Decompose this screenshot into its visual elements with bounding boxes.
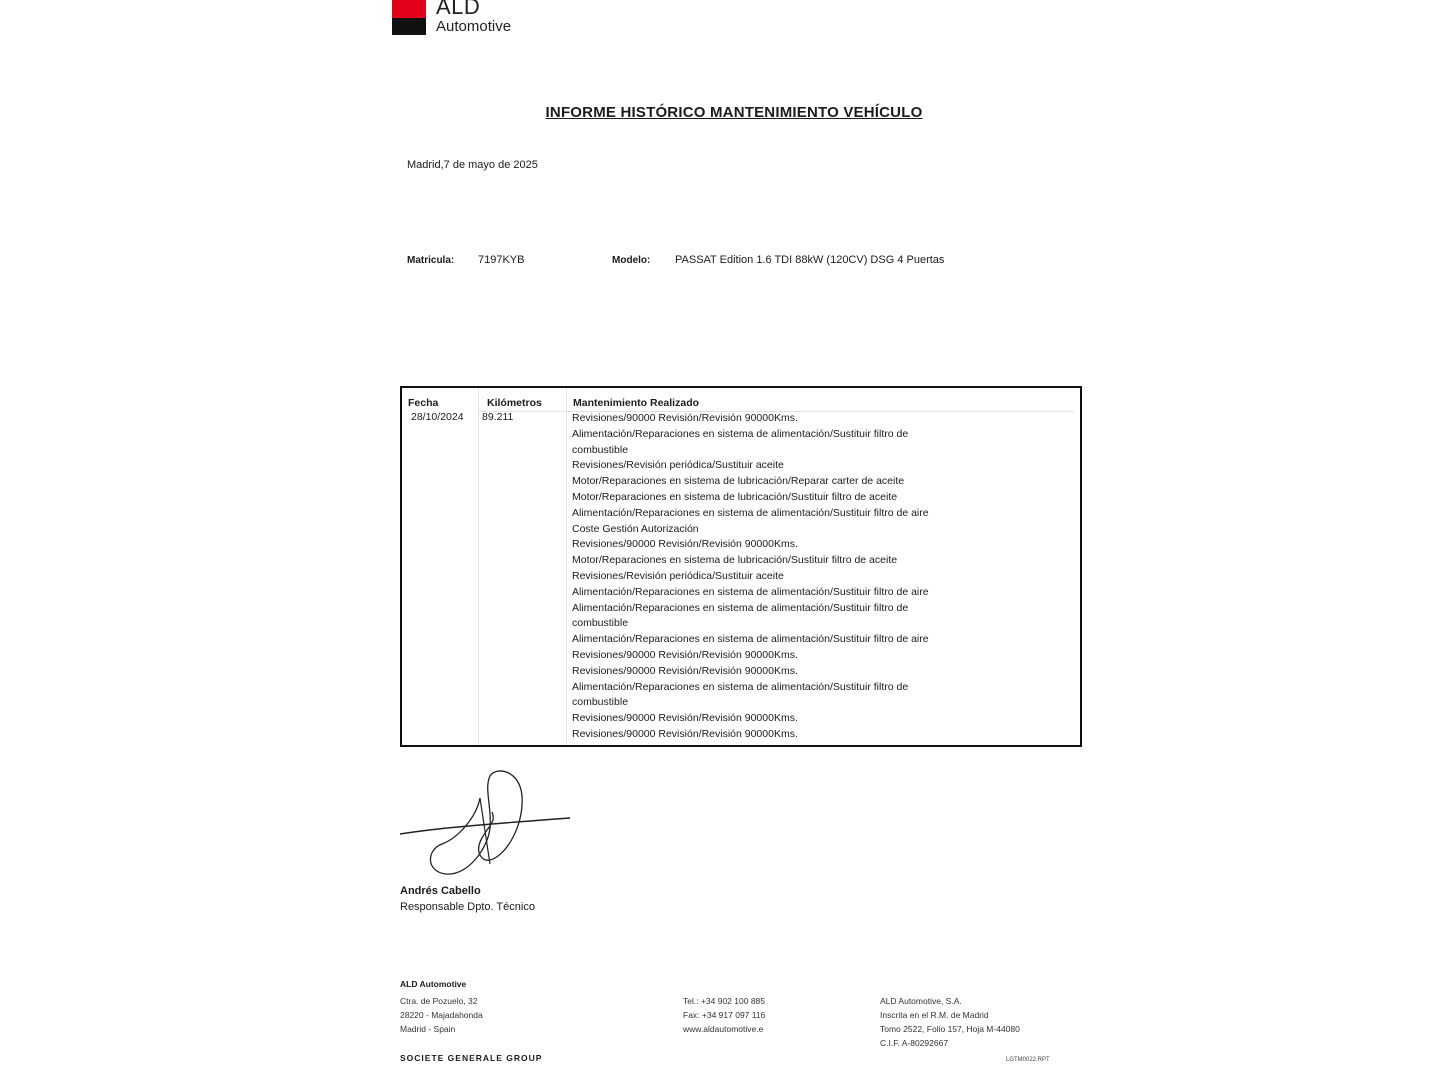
signatory-role: Responsable Dpto. Técnico — [400, 901, 535, 913]
maintenance-line: Revisiones/90000 Revisión/Revisión 90000Kms. — [572, 648, 798, 661]
footer-legal — [880, 994, 1020, 1050]
maintenance-line: combustible — [572, 617, 629, 630]
footer-contact — [683, 994, 765, 1036]
footer-legal-line: Inscrita en el R.M. de Madrid — [880, 1010, 989, 1020]
maintenance-line: Motor/Reparaciones en sistema de lubricación/Sustituir filtro de aceite — [572, 554, 898, 567]
maintenance-line: Motor/Reparaciones en sistema de lubricación/Reparar carter de aceite — [572, 475, 905, 488]
date-line: Madrid,7 de mayo de 2025 — [407, 159, 538, 171]
footer-address-line: Ctra. de Pozuelo, 32 — [400, 996, 478, 1006]
handwritten-signature — [398, 768, 574, 880]
cell-km: 89.211 — [482, 411, 514, 423]
model-label: Modelo: — [612, 255, 651, 266]
maintenance-line: Coste Gestión Autorización — [572, 522, 699, 535]
document-title: INFORME HISTÓRICO MANTENIMIENTO VEHÍCULO — [545, 104, 923, 121]
maintenance-lines — [572, 411, 1002, 743]
logo-name: ALD — [436, 0, 481, 19]
maintenance-line: Revisiones/90000 Revisión/Revisión 90000Kms. — [572, 727, 798, 740]
header-maintenance: Mantenimiento Realizado — [573, 397, 700, 409]
maintenance-line: combustible — [572, 443, 629, 456]
maintenance-line: Revisiones/90000 Revisión/Revisión 90000Kms. — [572, 664, 798, 677]
logo-subname: Automotive — [436, 18, 512, 35]
ald-logo — [436, 0, 511, 34]
footer-report-code: LGTM0022.RPT — [1006, 1057, 1050, 1063]
maintenance-line: Alimentación/Reparaciones en sistema de alimentación/Sustituir filtro de — [572, 601, 909, 614]
plate-value: 7197KYB — [478, 254, 525, 266]
maintenance-line: Alimentación/Reparaciones en sistema de alimentación/Sustituir filtro de aire — [572, 585, 929, 598]
footer-contact-line: www.aldautomotive.e — [683, 1024, 764, 1034]
footer-contact-line: Fax: +34 917 097 116 — [683, 1010, 766, 1020]
footer-address — [400, 994, 483, 1036]
column-divider — [478, 388, 479, 745]
maintenance-line: Revisiones/Revisión periódica/Sustituir aceite — [572, 459, 784, 472]
footer-legal-line: Tomo 2522, Folio 157, Hoja M-44080 — [880, 1024, 1020, 1034]
footer-group: SOCIETE GENERALE GROUP — [400, 1053, 543, 1063]
footer-company: ALD Automotive — [400, 979, 467, 989]
footer-address-line: Madrid - Spain — [400, 1024, 456, 1034]
maintenance-line: Revisiones/90000 Revisión/Revisión 90000Kms. — [572, 712, 798, 725]
ald-logo-mark — [392, 0, 426, 35]
maintenance-line: Alimentación/Reparaciones en sistema de alimentación/Sustituir filtro de aire — [572, 506, 929, 519]
footer-legal-line: ALD Automotive, S.A. — [880, 996, 962, 1006]
model-value: PASSAT Edition 1.6 TDI 88kW (120CV) DSG 4 Puertas — [675, 254, 945, 266]
maintenance-line: Alimentación/Reparaciones en sistema de alimentación/Sustituir filtro de — [572, 680, 909, 693]
maintenance-line: Revisiones/90000 Revisión/Revisión 90000Kms. — [572, 538, 798, 551]
maintenance-line: Alimentación/Reparaciones en sistema de alimentación/Sustituir filtro de aire — [572, 633, 929, 646]
column-divider — [566, 388, 567, 745]
cell-date: 28/10/2024 — [411, 411, 464, 423]
maintenance-line: Revisiones/90000 Revisión/Revisión 90000Kms. — [572, 412, 798, 424]
signatory-name: Andrés Cabello — [400, 885, 481, 897]
maintenance-line: combustible — [572, 696, 629, 709]
footer-contact-line: Tel.: +34 902 100 885 — [683, 996, 765, 1006]
maintenance-table — [400, 386, 1082, 747]
maintenance-line: Alimentación/Reparaciones en sistema de alimentación/Sustituir filtro de — [572, 427, 909, 440]
header-km: Kilómetros — [487, 397, 542, 409]
maintenance-line: Revisiones/Revisión periódica/Sustituir aceite — [572, 569, 784, 582]
footer-address-line: 28220 - Majadahonda — [400, 1010, 483, 1020]
plate-label: Matricula: — [407, 255, 455, 266]
footer-legal-line: C.I.F. A-80292667 — [880, 1038, 949, 1048]
maintenance-line: Motor/Reparaciones en sistema de lubricación/Sustituir filtro de aceite — [572, 490, 898, 503]
header-date: Fecha — [408, 397, 439, 409]
